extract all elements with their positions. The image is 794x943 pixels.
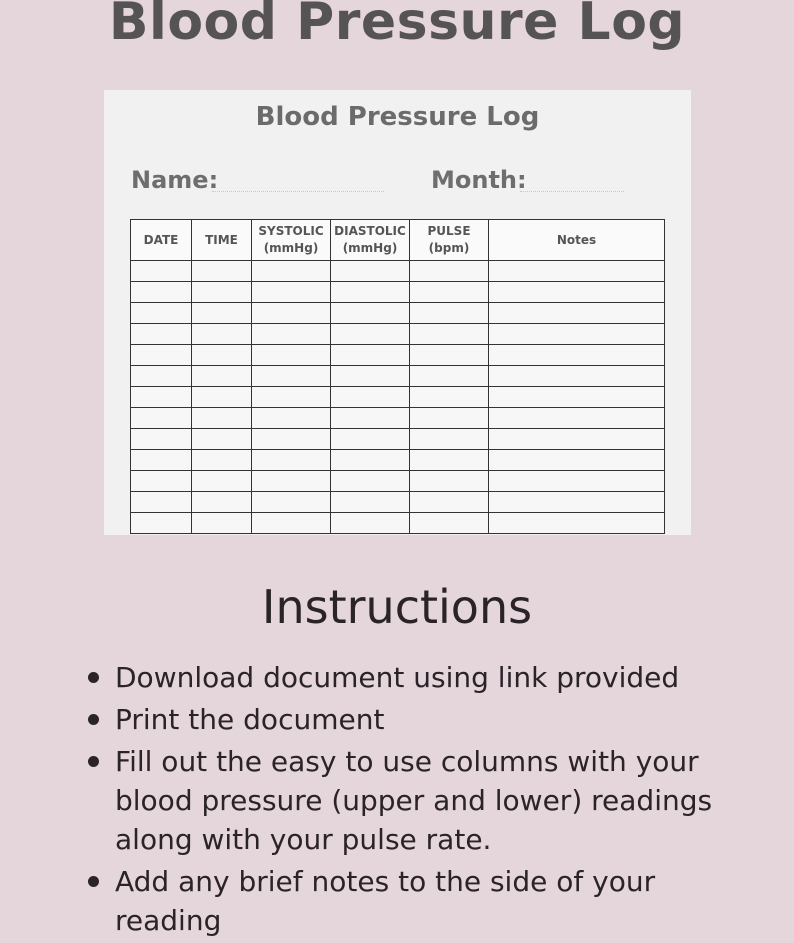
table-cell [252,387,331,408]
table-cell [489,513,665,534]
table-cell [252,345,331,366]
table-row [131,513,665,534]
name-label: Name: [131,166,219,194]
column-header [252,220,331,261]
table-cell [192,366,252,387]
table-cell [410,387,489,408]
table-cell [410,345,489,366]
table-cell [489,450,665,471]
table-cell [131,471,192,492]
table-cell [192,324,252,345]
table-cell [331,408,410,429]
table-cell [131,408,192,429]
column-header-label: DIASTOLIC [334,224,406,238]
table-cell [192,492,252,513]
table-cell [192,282,252,303]
table-cell [131,492,192,513]
column-header [192,220,252,261]
table-cell [489,303,665,324]
table-cell [410,513,489,534]
table-row [131,261,665,282]
table-cell [131,303,192,324]
table-cell [331,345,410,366]
table-cell [131,429,192,450]
table-cell [192,408,252,429]
table-cell [252,492,331,513]
log-sheet-preview [104,90,691,535]
column-header-unit: (mmHg) [263,241,319,255]
table-cell [192,345,252,366]
column-header-label: PULSE [427,224,471,238]
table-cell [131,387,192,408]
table-row [131,429,665,450]
instruction-step: Fill out the easy to use columns with your blood pressure (upper and lower) readings along with your pulse rate. [86,742,726,859]
table-cell [489,492,665,513]
table-cell [131,282,192,303]
table-cell [331,513,410,534]
table-cell [489,345,665,366]
table-cell [192,303,252,324]
table-cell [252,450,331,471]
table-cell [131,324,192,345]
table-cell [331,471,410,492]
table-cell [489,366,665,387]
instruction-step: Print the document [86,700,726,739]
column-header [410,220,489,261]
table-row [131,471,665,492]
table-cell [252,303,331,324]
table-cell [331,261,410,282]
table-cell [252,282,331,303]
table-cell [489,324,665,345]
table-row [131,450,665,471]
table-header-row [131,220,665,261]
table-row [131,345,665,366]
table-cell [131,450,192,471]
table-row [131,408,665,429]
table-cell [410,303,489,324]
table-cell [331,492,410,513]
column-header [331,220,410,261]
table-cell [252,471,331,492]
table-row [131,303,665,324]
table-cell [489,408,665,429]
table-row [131,492,665,513]
table-cell [252,261,331,282]
table-row [131,282,665,303]
table-cell [192,387,252,408]
table-cell [489,282,665,303]
table-row [131,324,665,345]
column-header [131,220,192,261]
column-header-label: SYSTOLIC [258,224,324,238]
name-line [212,191,384,192]
table-cell [252,513,331,534]
table-cell [410,408,489,429]
instructions-list [86,658,726,943]
table-cell [410,429,489,450]
table-cell [489,471,665,492]
month-line [520,191,624,192]
table-cell [192,513,252,534]
table-cell [410,324,489,345]
instruction-step: Add any brief notes to the side of your reading [86,862,726,940]
table-cell [252,366,331,387]
table-cell [192,429,252,450]
table-row [131,366,665,387]
table-cell [192,261,252,282]
table-cell [131,345,192,366]
table-cell [331,429,410,450]
column-header-unit: (bpm) [428,241,470,255]
table-cell [192,471,252,492]
page-title: Blood Pressure Log [108,0,686,52]
table-cell [131,513,192,534]
table-cell [410,492,489,513]
instructions-title: Instructions [261,580,533,634]
table-cell [252,324,331,345]
instruction-step: Download document using link provided [86,658,726,697]
column-header [489,220,665,261]
table-cell [489,387,665,408]
month-label: Month: [431,166,527,194]
table-row [131,387,665,408]
sheet-title: Blood Pressure Log [255,102,540,132]
table-cell [331,387,410,408]
table-cell [410,282,489,303]
column-header-label: Notes [556,232,597,247]
table-cell [331,324,410,345]
table-cell [252,408,331,429]
table-cell [131,261,192,282]
table-cell [131,366,192,387]
table-cell [192,450,252,471]
table-cell [331,282,410,303]
table-cell [410,450,489,471]
table-cell [410,366,489,387]
table-body [131,261,665,534]
column-header-unit: (mmHg) [342,241,398,255]
column-header-label: TIME [205,232,238,247]
log-table [130,219,665,534]
table-cell [489,429,665,450]
table-cell [489,261,665,282]
table-cell [410,261,489,282]
column-header-label: DATE [143,232,179,247]
table-cell [331,303,410,324]
table-cell [331,450,410,471]
table-cell [331,366,410,387]
table-cell [410,471,489,492]
table-cell [252,429,331,450]
